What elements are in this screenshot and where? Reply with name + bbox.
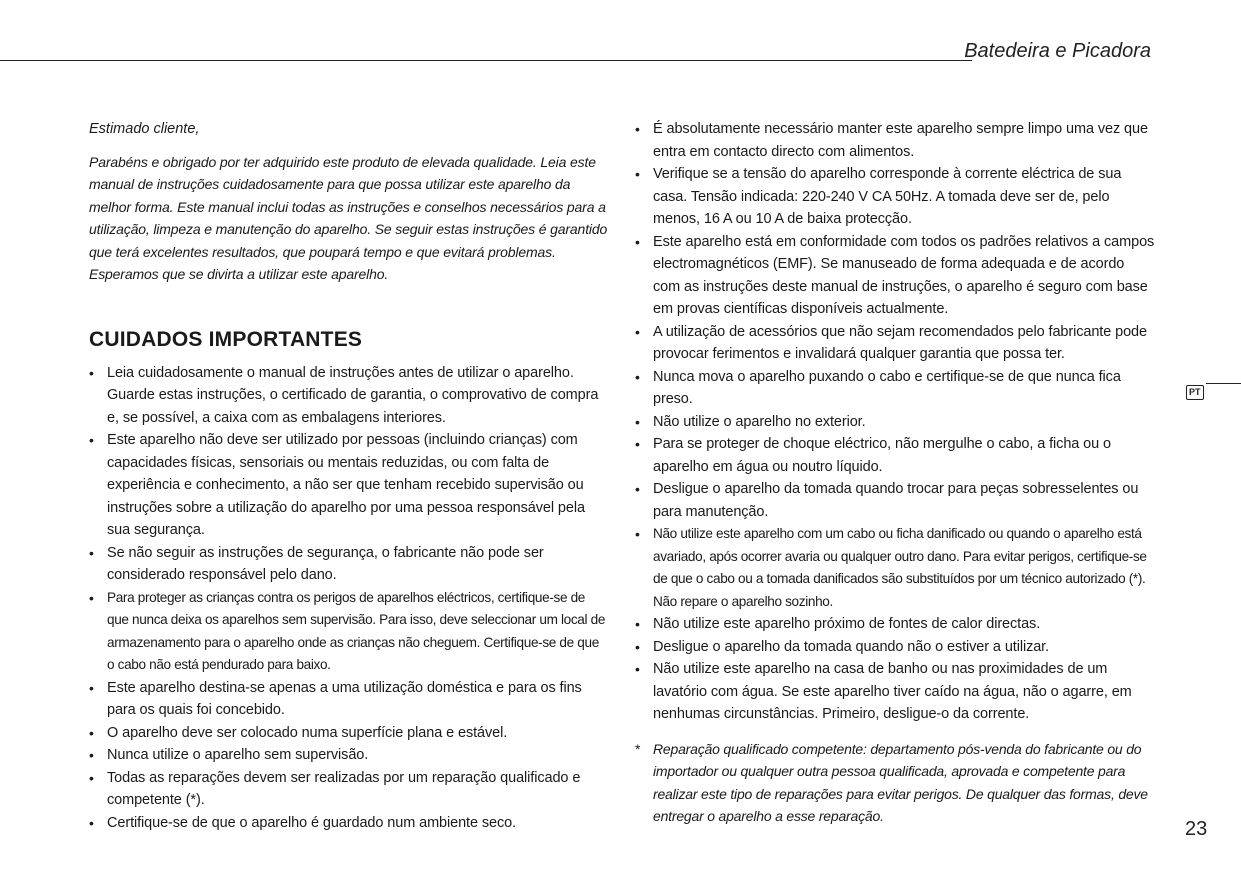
- footnote-text: Reparação qualificado competente: departamento pós-venda do fabricante ou do importador ou qualquer outra pessoa qualificada, aprovada e competente para realizar este tipo de reparações para evitar perigos. De qualquer das formas, deve entregar o aparelho a esse reparação.: [653, 740, 1148, 824]
- list-item: • Verifique se a tensão do aparelho corresponde à corrente eléctrica de sua casa. Tensão indicada: 220-240 V CA 50Hz. A tomada deve ser de, pelo menos, 16 A ou 10 A de baixa protecção.: [635, 163, 1155, 231]
- list-item: • O aparelho deve ser colocado numa superfície plana e estável.: [89, 722, 609, 745]
- language-tab-badge: PT: [1186, 385, 1204, 400]
- list-item: • Não utilize este aparelho na casa de banho ou nas proximidades de um lavatório com água. Se este aparelho tiver caído na água, não o agarre, em nenhumas circunstâncias. Primeiro, desligue-o da corrente.: [635, 658, 1155, 726]
- language-tab-rule: [1206, 383, 1241, 384]
- running-header-title: Batedeira e Picadora: [964, 40, 1151, 62]
- list-item: • Não utilize o aparelho no exterior.: [635, 411, 1155, 434]
- list-item: • Leia cuidadosamente o manual de instruções antes de utilizar o aparelho. Guarde estas instruções, o certificado de garantia, o comprovativo de compra e, se possível, a caixa com as embalagens interiores.: [89, 362, 609, 430]
- intro-paragraph: Parabéns e obrigado por ter adquirido este produto de elevada qualidade. Leia este manual de instruções cuidadosamente para que possa utilizar este aparelho da melhor forma. Este manual inclui todas as instruções e conselhos necessários para a utilização, limpeza e manutenção do aparelho. Se seguir estas instruções é garantido que terá excelentes resultados, que poupará tempo e que evitará problemas. Esperamos que se divirta a utilizar este aparelho.: [89, 153, 608, 282]
- footnote-asterisk: *: [635, 740, 641, 757]
- list-item: • Certifique-se de que o aparelho é guardado num ambiente seco.: [89, 812, 609, 835]
- list-item: • Este aparelho não deve ser utilizado por pessoas (incluindo crianças) com capacidades físicas, sensoriais ou mentais reduzidas, ou com falta de experiência e conhecimento, a não ser que tenham recebido supervisão ou instruções sobre a utilização do aparelho por uma pessoa responsável pela sua segurança.: [89, 429, 609, 542]
- header-rule: [0, 60, 972, 61]
- list-item: • Desligue o aparelho da tomada quando trocar para peças sobresselentes ou para manutenção.: [635, 478, 1155, 523]
- page-number: 23: [1185, 818, 1208, 840]
- list-item: • A utilização de acessórios que não sejam recomendados pelo fabricante pode provocar ferimentos e invalidará qualquer garantia que possa ter.: [635, 321, 1155, 366]
- footnote: [635, 738, 1155, 828]
- greeting: Estimado cliente,: [89, 121, 200, 137]
- list-item: • Nunca utilize o aparelho sem supervisão.: [89, 744, 609, 767]
- safety-list-left: [89, 362, 609, 835]
- list-item: • Se não seguir as instruções de segurança, o fabricante não pode ser considerado responsável pelo dano.: [89, 542, 609, 587]
- list-item: • Para se proteger de choque eléctrico, não mergulhe o cabo, a ficha ou o aparelho em água ou noutro líquido.: [635, 433, 1155, 478]
- list-item: • Para proteger as crianças contra os perigos de aparelhos eléctricos, certifique-se de que nunca deixa os aparelhos sem supervisão. Para isso, deve seleccionar um local de armazenamento para o aparelho onde as crianças não cheguem. Certifique-se de que o cabo não está pendurado para baixo.: [89, 587, 609, 677]
- right-column: [635, 118, 1155, 828]
- safety-list-right: [635, 118, 1155, 726]
- list-item: • É absolutamente necessário manter este aparelho sempre limpo uma vez que entra em contacto directo com alimentos.: [635, 118, 1155, 163]
- list-item: • Todas as reparações devem ser realizadas por um reparação qualificado e competente (*).: [89, 767, 609, 812]
- list-item: • Não utilize este aparelho próximo de fontes de calor directas.: [635, 613, 1155, 636]
- section-title: CUIDADOS IMPORTANTES: [89, 327, 363, 351]
- list-item: • Nunca mova o aparelho puxando o cabo e certifique-se de que nunca fica preso.: [635, 366, 1155, 411]
- list-item: • Este aparelho destina-se apenas a uma utilização doméstica e para os fins para os quais foi concebido.: [89, 677, 609, 722]
- list-item: • Não utilize este aparelho com um cabo ou ficha danificado ou quando o aparelho está avariado, após ocorrer avaria ou qualquer outro dano. Para evitar perigos, certifique-se de que o cabo ou a tomada danificados são substituídos por um técnico autorizado (*). Não repare o aparelho sozinho.: [635, 523, 1155, 613]
- list-item: • Este aparelho está em conformidade com todos os padrões relativos a campos electromagnéticos (EMF). Se manuseado de forma adequada e de acordo com as instruções deste manual de instruções, o aparelho é seguro com base em provas científicas disponíveis actualmente.: [635, 231, 1155, 321]
- left-column: [89, 118, 609, 834]
- list-item: • Desligue o aparelho da tomada quando não o estiver a utilizar.: [635, 636, 1155, 659]
